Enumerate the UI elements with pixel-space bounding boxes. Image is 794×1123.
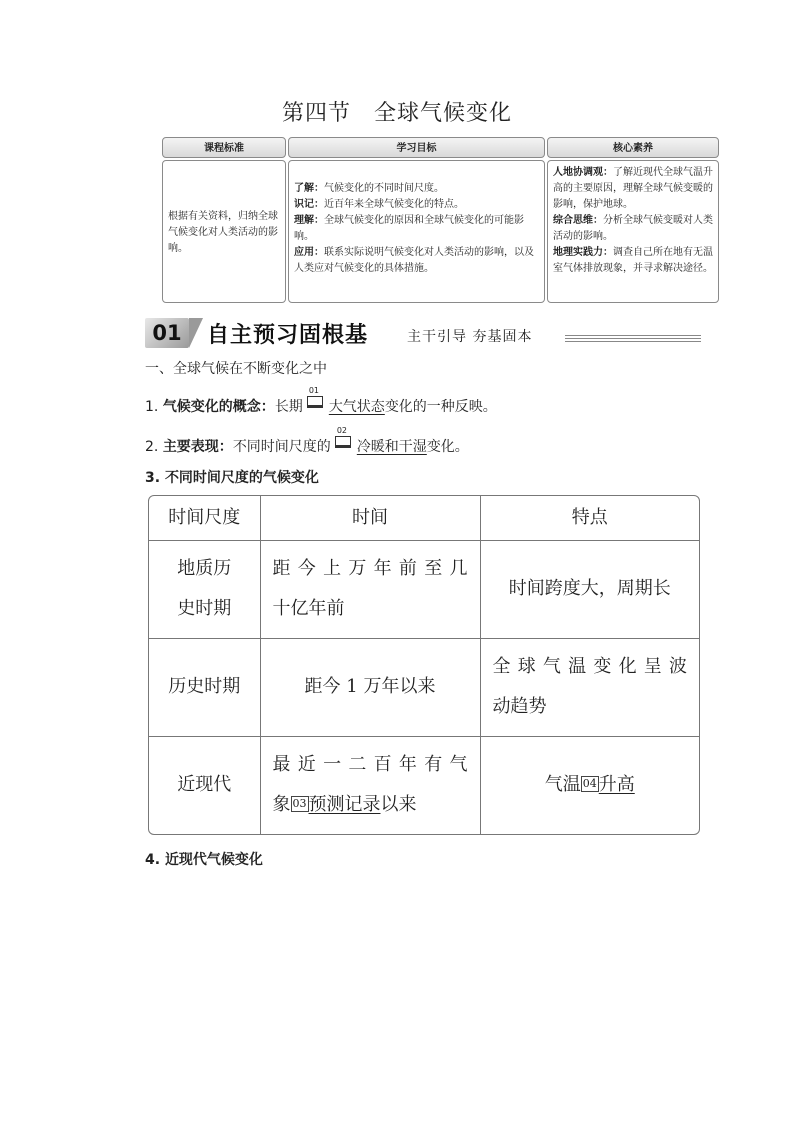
objective-text: 气候变化的不同时间尺度。 [324,183,444,194]
section-badge: 01 [145,318,189,348]
table-header: 时间尺度 [149,496,260,540]
item-text: 不同时间尺度的 [232,439,331,455]
climate-scale-table [148,495,700,835]
cell-line: 距今上万年前至几 [272,558,468,579]
cell-line: 最近一二百年有气 [272,754,468,776]
table-cell: 近现代 [149,736,260,834]
answer-number: 04 [582,777,597,791]
item-3 [145,467,319,487]
cell-line [273,785,468,825]
objective-text: 近百年来全球气候变化的特点。 [324,199,464,210]
answer-text: 预测记录 [308,794,381,816]
objective-text: 联系实际说明气候变化对人类活动的影响，以及人类应对气候变化的具体措施。 [294,247,534,274]
table-cell [480,638,699,736]
literacy-text: 了解近现代全球气温升高的主要原因，理解全球气候变暖的影响，保护地球。 [553,167,713,210]
cell-line: 地质历 [177,558,232,579]
item-text: 变化的一种反映。 [384,399,497,415]
item-label: 近现代气候变化 [164,852,263,868]
section-banner [145,316,701,350]
answer-text: 大气状态 [328,399,385,415]
cell-line: 十亿年前 [272,598,345,619]
item-label: 气候变化的概念： [162,399,275,415]
item-label: 主要表现： [162,439,233,455]
answer-box-icon [335,436,351,448]
section-subtitle: 主干引导 夯基固本 [407,329,533,345]
table-header-row [149,496,699,540]
table-row [149,638,699,736]
table-row [149,540,699,638]
objective-key: 理解： [294,215,324,226]
cell-text: 气温 [544,774,581,796]
answer-number: 01 [308,386,319,395]
table-row [149,736,699,834]
item-number: 2. [145,439,159,455]
item-1 [145,386,497,416]
literacy-key: 综合思维： [553,215,603,226]
curriculum-text: 根据有关资料，归纳全球气候变化对人类活动的影响。 [168,211,278,254]
badge-slant-shape [189,318,203,348]
answer-marker [306,386,326,415]
answer-number: 03 [292,797,307,811]
literacy-key: 地理实践力： [553,247,613,258]
literacy-key: 人地协调观： [553,167,613,178]
literacy-cell [547,160,719,303]
item-2 [145,426,469,456]
table-cell [480,736,699,834]
item-label: 不同时间尺度的气候变化 [164,470,319,486]
answer-marker [334,426,354,455]
objective-key: 识记： [294,199,324,210]
objective-key: 了解： [294,183,324,194]
table-cell: 时间跨度大，周期长 [480,540,699,638]
cell-line: 史时期 [177,598,232,619]
banner-rule [565,335,701,336]
answer-number: 02 [336,426,347,435]
standards-table [162,137,719,303]
table-cell: 距今 1 万年以来 [260,638,480,736]
item-text: 长期 [274,399,303,415]
item-number: 1. [145,399,159,415]
cell-text: 以来 [380,794,417,816]
literacy-text: 分析全球气候变暖对人类活动的影响。 [553,215,713,242]
header-curriculum: 课程标准 [162,137,286,158]
table-cell [260,736,480,834]
objective-text: 全球气候变化的原因和全球气候变化的可能影响。 [294,215,524,242]
item-number: 4. [145,852,161,868]
table-header: 时间 [260,496,480,540]
objectives-cell [288,160,545,303]
banner-rule [565,338,701,339]
cell-text: 象 [272,794,291,816]
header-literacy: 核心素养 [547,137,719,158]
page-title: 第四节 全球气候变化 [281,101,512,126]
answer-text: 升高 [598,774,635,796]
answer-text: 冷暖和干湿 [356,439,427,455]
table-cell [149,540,260,638]
item-4 [145,849,263,869]
curriculum-cell [162,160,286,303]
table-header: 特点 [480,496,699,540]
section-title: 自主预习固根基 [207,323,369,348]
table-cell: 历史时期 [149,638,260,736]
cell-line: 全球气温变化呈波 [492,656,687,677]
item-number: 3. [145,470,161,486]
objective-key: 应用： [294,247,324,258]
cell-line: 动趋势 [492,696,547,717]
header-objectives: 学习目标 [288,137,545,158]
literacy-text: 调查自己所在地有无温室气体排放现象，并寻求解决途径。 [553,247,713,274]
table-cell [260,540,480,638]
banner-rule [565,341,701,342]
item-text: 变化。 [426,439,469,455]
answer-box-icon [307,396,323,408]
heading-1: 一、全球气候在不断变化之中 [145,361,327,377]
